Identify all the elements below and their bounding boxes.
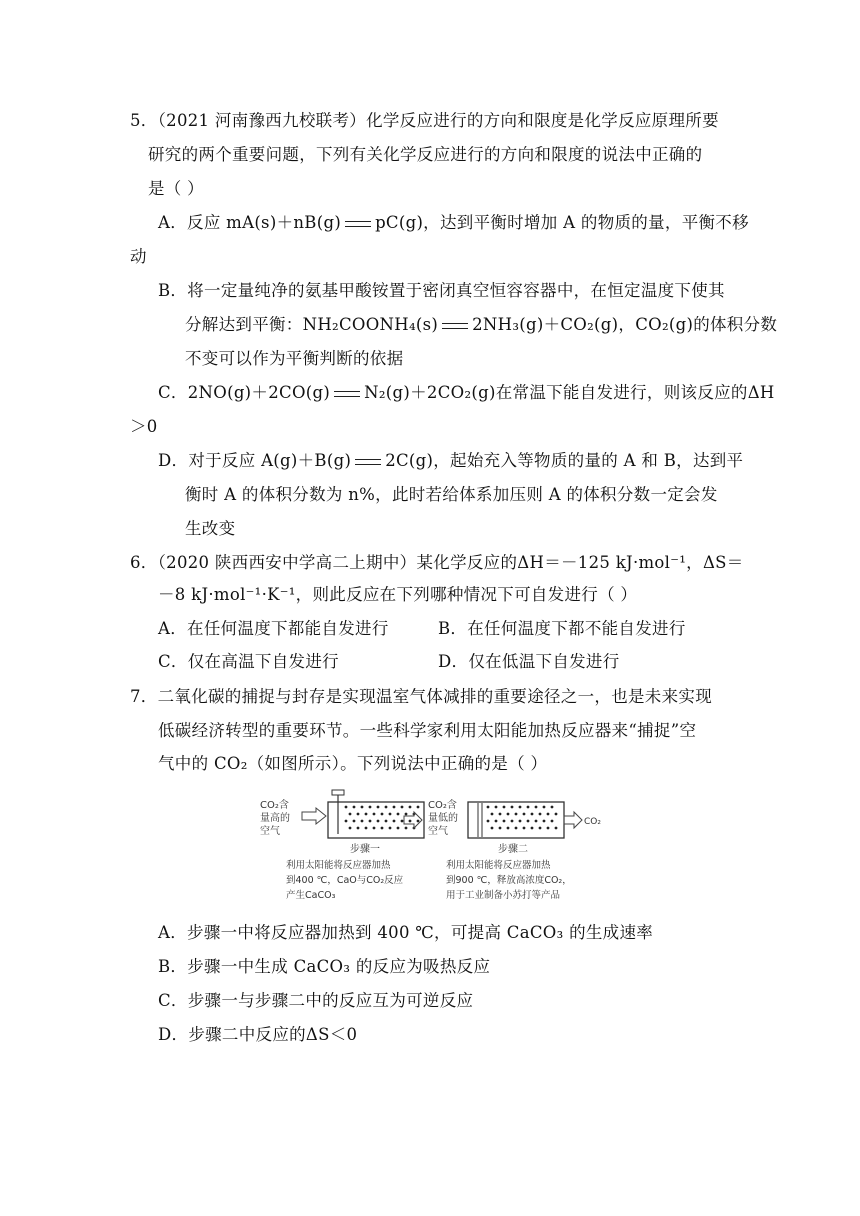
particle-dot [495,806,498,809]
output-label: CO₂ [584,817,601,827]
particle-dot [539,827,542,830]
particles-step2 [487,806,558,830]
particle-dot [345,820,348,823]
particle-dot [511,820,514,823]
q7-option-c: C．步骤一与步骤二中的反应互为可逆反应 [158,991,474,1010]
particle-dot [365,827,368,830]
particle-dot [507,813,510,816]
particle-dot [381,813,384,816]
particle-dot [503,806,506,809]
inflow-arrow-icon [302,808,326,824]
particle-dot [361,806,364,809]
q7-stem-line1: 7．二氧化碳的捕捉与封存是实现温室气体减排的重要途径之一，也是未来实现 [130,687,712,706]
q6-stem-line2: －8 kJ·mol⁻¹·K⁻¹，则此反应在下列哪种情况下可自发进行（ ） [158,585,638,604]
q5-option-a-line2: 动 [130,247,147,266]
particle-dot [551,806,554,809]
q5-option-a-pre: A．反应 mA(s)＋nB(g) [158,213,342,232]
q6-option-d: D．仅在低温下自发进行 [438,652,620,671]
particle-dot [543,820,546,823]
particle-dot [547,813,550,816]
q6-option-b: B．在任何温度下都不能自发进行 [438,619,686,638]
q5-option-d-post: 2C(g)，起始充入等物质的量的 A 和 B，达到平 [385,451,744,470]
particle-dot [393,806,396,809]
particle-dot [523,827,526,830]
particle-dot [409,820,412,823]
particle-dot [409,806,412,809]
particle-dot [519,806,522,809]
particle-dot [523,813,526,816]
q5-option-c-post: N₂(g)＋2CO₂(g)在常温下能自发进行，则该反应的ΔH [364,383,775,402]
step2-caption-1: 利用太阳能将反应器加热 [446,860,551,871]
particle-dot [417,806,420,809]
q7-stem-line2: 低碳经济转型的重要环节。一些科学家利用太阳能加热反应器来“捕捉”空 [158,721,697,740]
q6-stem-line1: 6．（2020 陕西西安中学高二上期中）某化学反应的ΔH＝－125 kJ·mol⁻¹，ΔS＝ [130,553,744,572]
equilibrium-arrow-icon [345,219,371,229]
q5-option-d [158,450,743,472]
particle-dot [515,813,518,816]
valve-icon [332,790,344,795]
q5-option-b: B．将一定量纯净的氨基甲酸铵置于密闭真空恒容容器中，在恒定温度下使其 [158,281,725,300]
step1-caption-3: 产生CaCO₃ [286,890,336,901]
particle-dot [495,820,498,823]
q5-option-a [158,212,749,234]
q5-stem-line2: 研究的两个重要问题，下列有关化学反应进行的方向和限度的说法中正确的 [148,145,703,164]
q5-option-c [158,382,775,404]
particle-dot [519,820,522,823]
q5-option-c-line2: ＞0 [130,417,158,436]
particles-step1 [345,806,420,830]
particle-dot [417,820,420,823]
particle-dot [499,813,502,816]
particle-dot [389,813,392,816]
particle-dot [507,827,510,830]
particle-dot [381,827,384,830]
particle-dot [401,806,404,809]
particle-dot [365,813,368,816]
particle-dot [555,813,558,816]
particle-dot [361,820,364,823]
particle-dot [397,827,400,830]
mid-label-1: CO₂含 [428,800,457,811]
particle-dot [535,806,538,809]
particle-dot [349,813,352,816]
step1-title: 步骤一 [350,844,380,855]
q5-option-a-post: pC(g)，达到平衡时增加 A 的物质的量，平衡不移 [375,213,749,232]
particle-dot [377,806,380,809]
equilibrium-arrow-icon [334,389,360,399]
particle-dot [527,820,530,823]
particle-dot [535,820,538,823]
particle-dot [551,820,554,823]
particle-dot [547,827,550,830]
particle-dot [377,820,380,823]
q5-stem-line3: 是（ ） [148,179,204,198]
q5-stem-line1: 5．（2021 河南豫西九校联考）化学反应进行的方向和限度是化学反应原理所要 [130,111,719,130]
particle-dot [539,813,542,816]
mid-label-3: 空气 [428,826,448,837]
q7-stem-line3: 气中的 CO₂（如图所示）。下列说法中正确的是（ ） [158,754,548,773]
q5-option-b-pre: 分解达到平衡：NH₂COONH₄(s) [185,315,439,334]
particle-dot [373,813,376,816]
q7-option-a: A．步骤一中将反应器加热到 400 ℃，可提高 CaCO₃ 的生成速率 [158,923,654,942]
input-label-1: CO₂含 [260,800,289,811]
q5-option-d-line2: 衡时 A 的体积分数为 n%，此时若给体系加压则 A 的体积分数一定会发 [185,485,718,504]
step2-caption-3: 用于工业制备小苏打等产品 [446,890,561,901]
reactor-diagram [258,786,601,906]
particle-dot [511,806,514,809]
particle-dot [405,827,408,830]
particle-dot [369,820,372,823]
q5-option-b-line2 [185,314,777,336]
particle-dot [389,827,392,830]
outflow-arrow-icon [564,812,582,828]
particle-dot [405,813,408,816]
q5-option-c-pre: C．2NO(g)＋2CO(g) [158,383,331,402]
particle-dot [385,806,388,809]
particle-dot [393,820,396,823]
particle-dot [515,827,518,830]
q5-option-b-line3: 不变可以作为平衡判断的依据 [185,349,404,368]
equilibrium-arrow-icon [442,321,468,331]
particle-dot [373,827,376,830]
particle-dot [531,827,534,830]
particle-dot [349,827,352,830]
step1-caption-2: 到400 ℃，CaO与CO₂反应 [286,875,404,886]
q5-option-b-post: 2NH₃(g)＋CO₂(g)，CO₂(g)的体积分数 [472,315,778,334]
particle-dot [487,806,490,809]
input-label-2: 量高的 [260,813,290,824]
q6-option-a: A．在任何温度下都能自发进行 [158,619,389,638]
input-label-3: 空气 [260,826,280,837]
q5-option-d-pre: D．对于反应 A(g)＋B(g) [158,451,352,470]
particle-dot [401,820,404,823]
particle-dot [353,806,356,809]
particle-dot [369,806,372,809]
step2-title: 步骤二 [498,844,528,855]
equilibrium-arrow-icon [355,457,381,467]
particle-dot [531,813,534,816]
particle-dot [357,827,360,830]
particle-dot [543,806,546,809]
mid-label-2: 量低的 [428,813,458,824]
q5-option-d-line3: 生改变 [185,519,236,538]
particle-dot [353,820,356,823]
particle-dot [397,813,400,816]
particle-dot [357,813,360,816]
particle-dot [385,820,388,823]
particle-dot [499,827,502,830]
particle-dot [491,813,494,816]
q6-option-c: C．仅在高温下自发进行 [158,652,339,671]
step1-caption-1: 利用太阳能将反应器加热 [286,860,391,871]
particle-dot [527,806,530,809]
q7-option-b: B．步骤一中生成 CaCO₃ 的反应为吸热反应 [158,957,491,976]
particle-dot [491,827,494,830]
step2-caption-2: 到900 ℃，释放高浓度CO₂， [446,875,572,886]
particle-dot [503,820,506,823]
q7-option-d: D．步骤二中反应的ΔS＜0 [158,1025,358,1044]
particle-dot [487,820,490,823]
particle-dot [555,827,558,830]
particle-dot [345,806,348,809]
